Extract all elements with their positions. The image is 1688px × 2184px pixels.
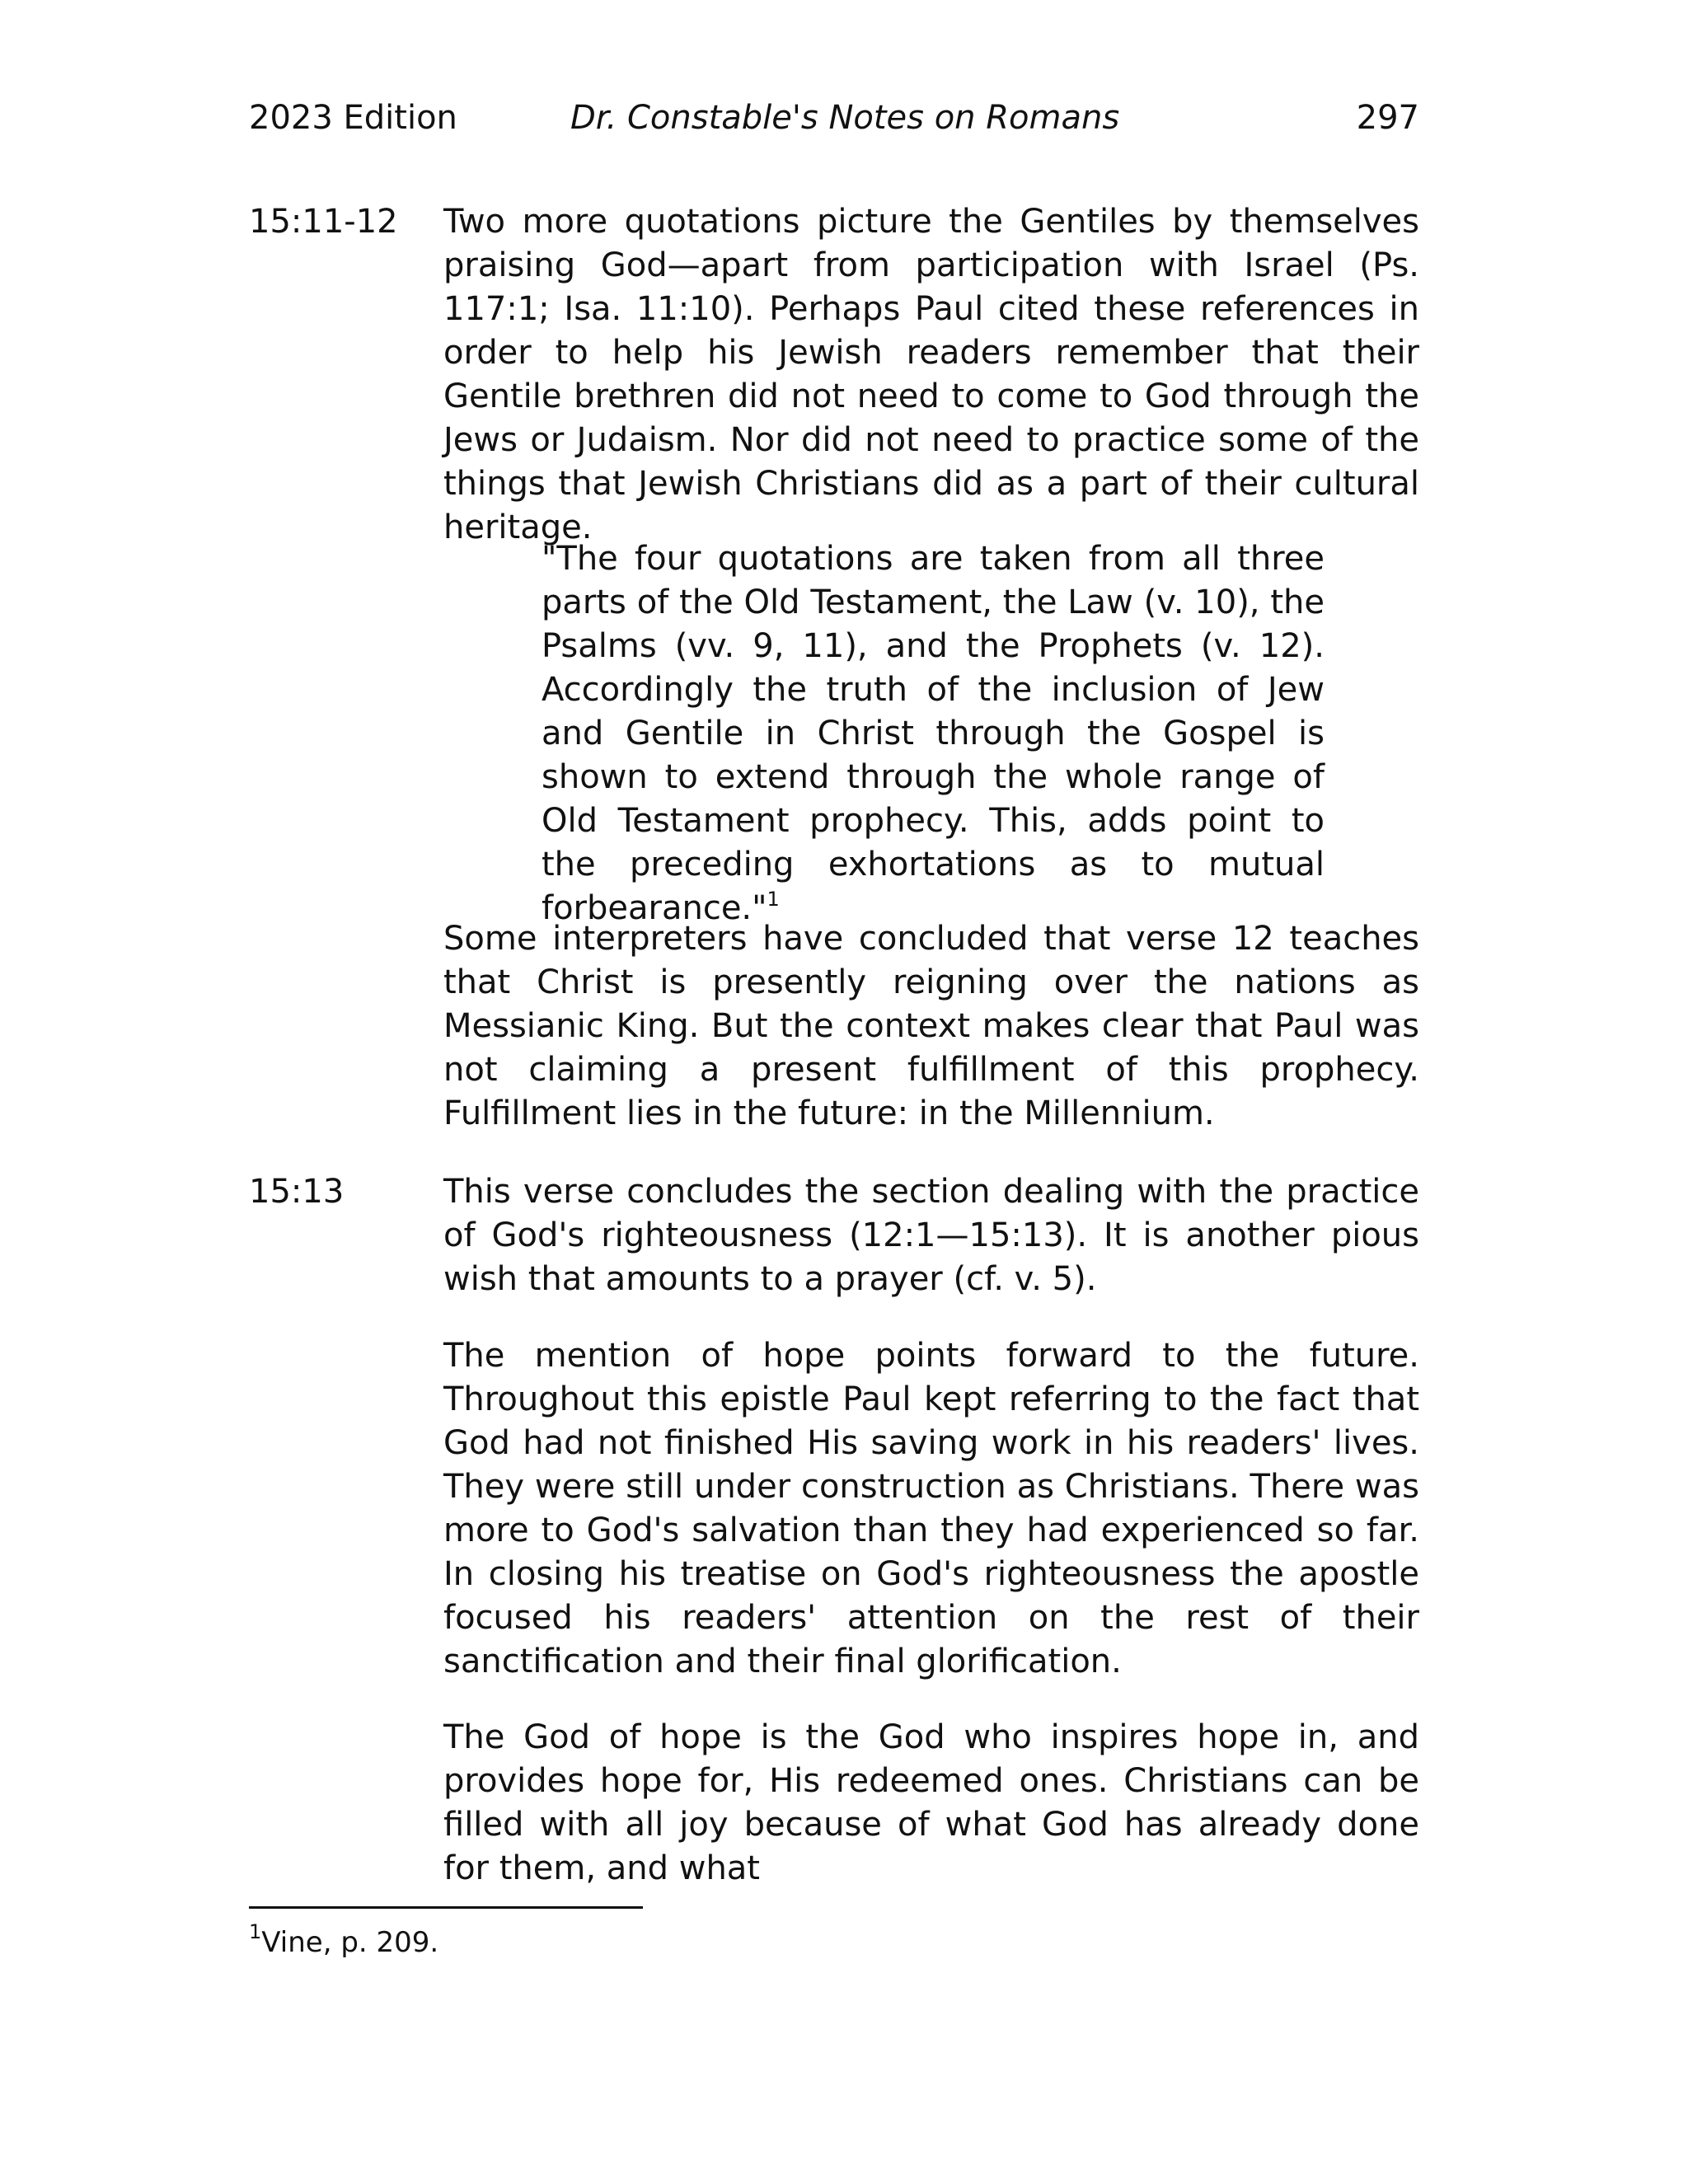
footnote (249, 1920, 439, 1961)
block-quote (542, 537, 1325, 930)
commentary-paragraph: Some interpreters have concluded that verse 12 teaches that Christ is presently reigning over the nations as Messianic King. But the context makes clear that Paul was not claiming a present fulfillment of this prophecy. Fulfillment lies in the future: in the Millennium. (443, 920, 1419, 1132)
footnote-reference: 1 (767, 888, 780, 911)
commentary-paragraph: The God of hope is the God who inspires hope in, and provides hope for, His redeemed ones. Christians can be filled with all joy because of what God has already done for them, and what (443, 1718, 1419, 1887)
footnote-divider (249, 1906, 643, 1909)
verse-label-15-11-12: 15:11-12 (249, 203, 398, 241)
commentary-paragraph: Two more quotations picture the Gentiles by themselves praising God—apart from participation with Israel (Ps. 117:1; Isa. 11:10). Perhaps Paul cited these references in order to help his Jewish readers remember that their Gentile brethren did not need to come to God through the Jews or Judaism. Nor did not need to practice some of the things that Jewish Christians did as a part of their cultural heritage. (443, 203, 1419, 546)
document-title: Dr. Constable's Notes on Romans (570, 99, 1120, 137)
footnote-number: 1 (249, 1920, 262, 1943)
commentary-paragraph: The mention of hope points forward to the future. Throughout this epistle Paul kept referring to the fact that God had not finished His saving work in his readers' lives. They were still under construction as Christians. There was more to God's salvation than they had experienced so far. In closing his treatise on God's righteousness the apostle focused his readers' attention on the rest of their sanctification and their final glorification. (443, 1337, 1419, 1680)
block-quote-text: "The four quotations are taken from all three parts of the Old Testament, the Law (v. 10), the Psalms (vv. 9, 11), and the Prophets (v. 12). Accordingly the truth of the inclusion of Jew and Gentile in Christ through the Gospel is shown to extend through the whole range of Old Testament prophecy. This, adds point to the preceding exhortations as to mutual forbearance." (542, 540, 1325, 927)
running-header (249, 99, 1419, 152)
page-number: 297 (1356, 99, 1419, 137)
verse-label-15-13: 15:13 (249, 1173, 345, 1211)
footnote-text: Vine, p. 209. (261, 1926, 439, 1959)
edition-label: 2023 Edition (249, 99, 457, 137)
commentary-paragraph: This verse concludes the section dealing with the practice of God's righteousness (12:1—15:13). It is another pious wish that amounts to a prayer (cf. v. 5). (443, 1173, 1419, 1298)
